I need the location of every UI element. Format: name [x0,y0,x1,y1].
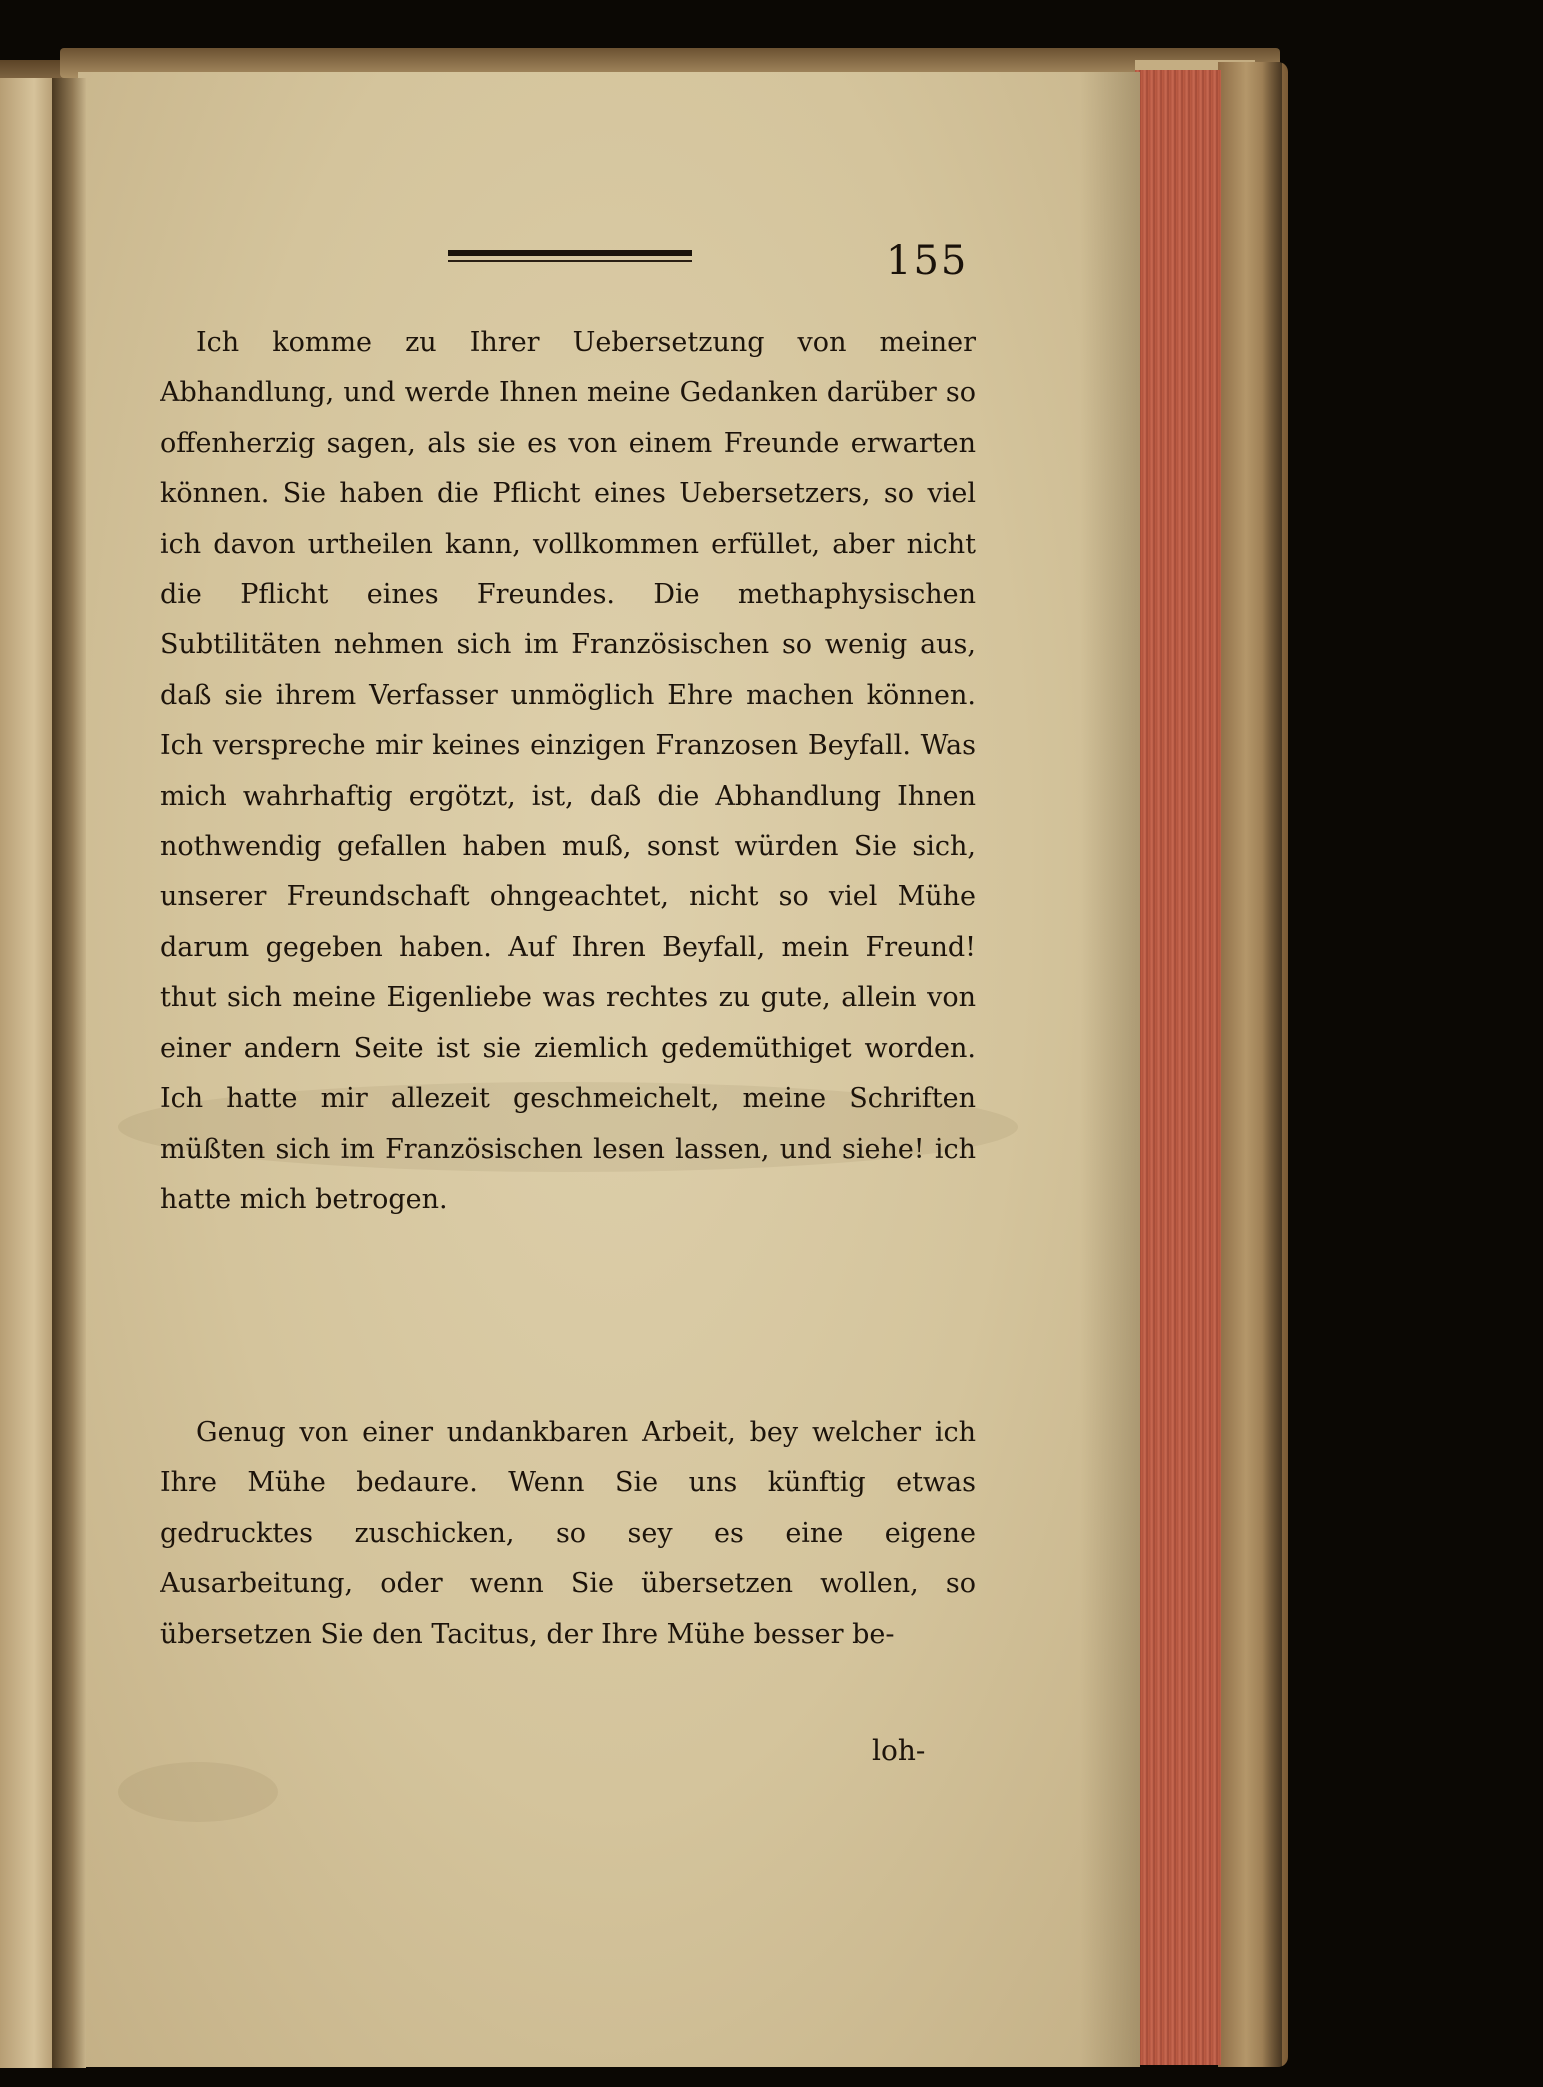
red-page-edges [1135,70,1221,2065]
body-text [160,318,976,1650]
back-cover-shadow [1262,62,1282,2067]
page-shade [1080,72,1140,2067]
header-rule-thin [448,260,692,262]
catchword: loh- [872,1734,926,1767]
paragraph-1: Ich komme zu Ihrer Uebersetzung von meiner Abhandlung, und werde Ihnen meine Gedanken darüber so offenherzig sagen, als sie es von einem Freunde erwarten können. Sie haben die Pflicht eines Uebersetzers, so viel ich davon urtheilen kann, vollkommen erfüllet, aber nicht die Pflicht eines Freundes. Die methaphysischen Subtilitäten nehmen sich im Französischen so wenig aus, daß sie ihrem Verfasser unmöglich Ehre machen können. Ich verspreche mir keines einzigen Franzosen Beyfall. Was mich wahrhaftig ergötzt, ist, daß die Abhandlung Ihnen nothwendig gefallen haben muß, sonst würden Sie sich, unserer Freundschaft ohngeachtet, nicht so viel Mühe darum gegeben haben. Auf Ihren Beyfall, mein Freund! thut sich meine Eigenliebe was rechtes zu gute, allein von einer andern Seite ist sie ziemlich gedemüthiget worden. Ich hatte mir allezeit geschmeichelt, meine Schriften müßten sich im Französischen lesen lassen, und siehe! ich hatte mich betrogen. [160,327,976,1215]
header-rule [448,250,692,264]
gutter-shadow [52,78,86,2068]
show-through-smudge [118,1762,278,1822]
paragraph-2: Genug von einer undankbaren Arbeit, bey welcher ich Ihre Mühe bedaure. Wenn Sie uns künftig etwas gedrucktes zuschicken, so sey es eine eigene Ausarbeitung, oder wenn Sie übersetzen wollen, so übersetzen Sie den Tacitus, der Ihre Mühe besser be- [160,1417,976,1650]
header-rule-thick [448,250,692,256]
page-number: 155 [886,238,969,284]
